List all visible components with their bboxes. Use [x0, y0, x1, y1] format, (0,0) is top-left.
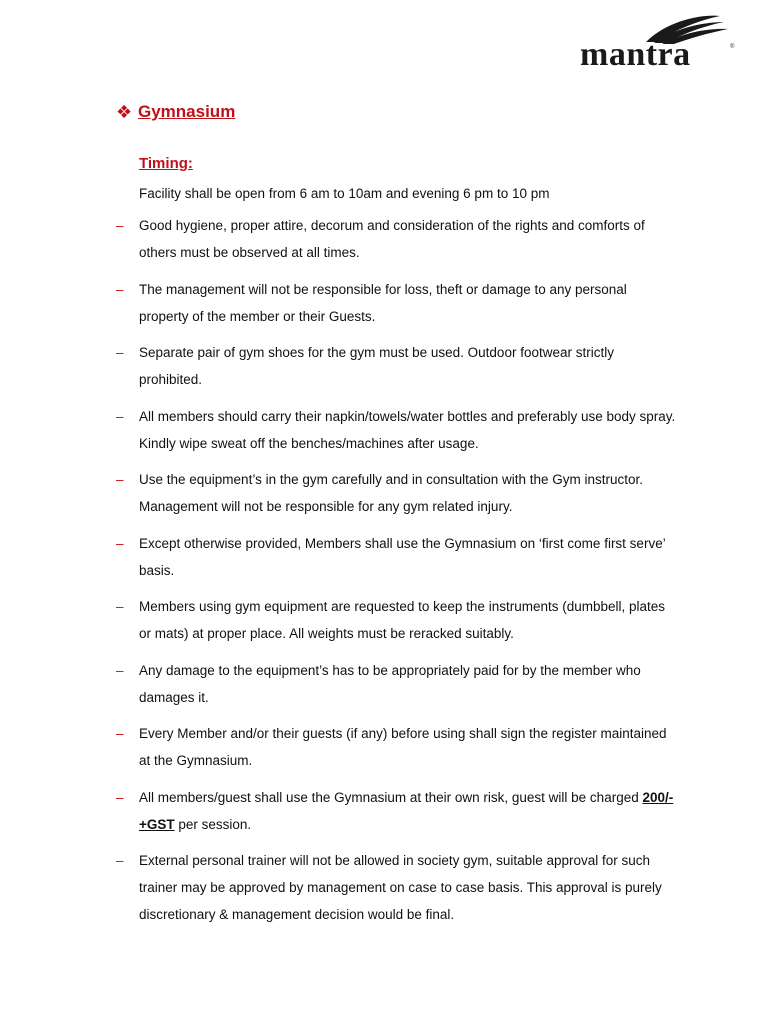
rule-text: Every Member and/or their guests (if any) before using shall sign the register maintained at the Gymnasium. [139, 726, 667, 768]
rule-text: The management will not be responsible for loss, theft or damage to any personal property of the member or their Guests. [139, 281, 627, 324]
list-item [116, 403, 686, 457]
dash-bullet-icon: – [116, 345, 124, 360]
rule-text: Separate pair of gym shoes for the gym must be used. Outdoor footwear strictly prohibited. [139, 345, 614, 387]
diamond-bullet-icon: ❖ [116, 101, 133, 122]
list-item [116, 784, 686, 838]
list-item [116, 276, 686, 330]
timing-text: Facility shall be open from 6 am to 10am and evening 6 pm to 10 pm [139, 186, 550, 201]
dash-bullet-icon: – [116, 726, 124, 741]
rule-text: External personal trainer will not be allowed in society gym, suitable approval for such trainer may be approved by management on case to case basis. This approval is purely discretionary & management decision would be final. [139, 853, 662, 922]
section-title: Gymnasium [138, 102, 236, 121]
dash-bullet-icon: – [116, 281, 124, 297]
rule-text-fee [139, 784, 679, 838]
guest-fee: 200/- +GST [139, 789, 674, 832]
dash-bullet-icon: – [116, 789, 124, 805]
rules-list [116, 212, 686, 938]
list-item [116, 212, 686, 266]
rule-text: Any damage to the equipment’s has to be appropriately paid for by the member who damages it. [139, 662, 641, 705]
rule-text: All members should carry their napkin/towels/water bottles and preferably use body spray. Kindly wipe sweat off the benches/machines after usage. [139, 408, 676, 451]
rule-text: Members using gym equipment are requested to keep the instruments (dumbbell, plates or mats) at proper place. All weights must be reracked suitably. [139, 599, 666, 641]
list-item [116, 657, 686, 711]
rule-text: Except otherwise provided, Members shall use the Gymnasium on ‘first come first serve’ basis. [139, 535, 666, 578]
list-item [116, 530, 686, 584]
dash-bullet-icon: – [116, 472, 124, 487]
rule-text-after: per session. [174, 816, 252, 832]
brand-logo [578, 14, 742, 73]
dash-bullet-icon: – [116, 662, 124, 678]
dash-bullet-icon: – [116, 535, 124, 551]
section-heading [116, 100, 235, 124]
rule-text-before: All members/guest shall use the Gymnasium at their own risk, guest will be charged [139, 789, 643, 805]
dash-bullet-icon: – [116, 599, 124, 614]
registered-mark: ® [730, 44, 735, 50]
list-item [116, 339, 686, 393]
rule-text: Good hygiene, proper attire, decorum and consideration of the rights and comforts of others must be observed at all times. [139, 218, 645, 260]
list-item [116, 593, 686, 647]
dash-bullet-icon: – [116, 218, 124, 233]
brand-name: mantra [580, 36, 691, 73]
list-item [116, 466, 686, 520]
dash-bullet-icon: – [116, 853, 124, 868]
rule-text: Use the equipment’s in the gym carefully and in consultation with the Gym instructor. Management will not be responsible for any gym related injury. [139, 472, 644, 514]
timing-label: Timing: [139, 155, 193, 172]
list-item [116, 847, 686, 928]
dash-bullet-icon: – [116, 408, 124, 424]
list-item [116, 720, 686, 774]
